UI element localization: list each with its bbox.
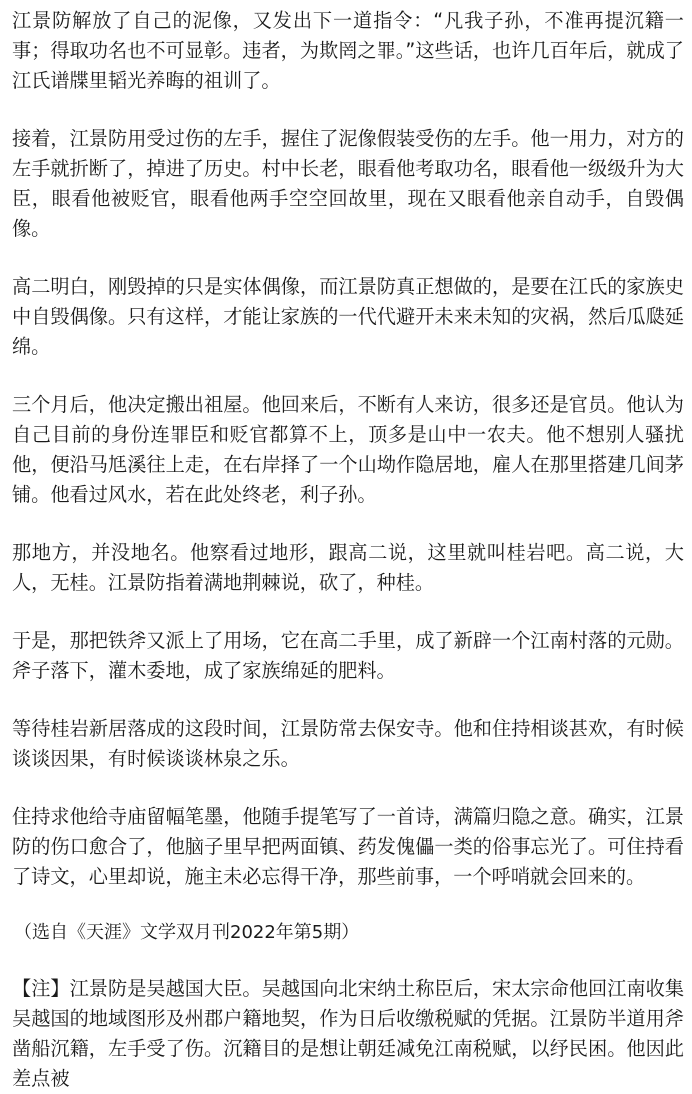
paragraph-gap [12, 362, 684, 390]
source-citation: （选自《天涯》文学双月刊2022年第5期） [14, 922, 360, 943]
paragraph-gap [12, 892, 684, 918]
footnote-text: 江景防是吴越国大臣。吴越国向北宋纳土称臣后，宋太宗命他回江南收集吴越国的地域图形及州郡户籍地契，作为日后收缴税赋的凭据。江景防半道用斧凿船沉籍，左手受了伤。沉籍目的是想让朝廷减免江南税赋，以纾民困。他因此差点被 [12, 977, 685, 1090]
paragraph: 住持求他给寺庙留幅笔墨，他随手提笔写了一首诗，满篇归隐之意。确实，江景防的伤口愈合了，他脑子里早把两面镇、药发傀儡一类的俗事忘光了。可住持看了诗文，心里却说，施主未必忘得干净，那些前事，一个呼哨就会回来的。 [12, 805, 684, 888]
paragraph: 等待桂岩新居落成的这段时间，江景防常去保安寺。他和住持相谈甚欢，有时候谈谈因果，有时候谈谈林泉之乐。 [12, 717, 684, 770]
paragraph-gap [12, 244, 684, 272]
paragraph-gap [12, 598, 684, 626]
paragraph: 那地方，并没地名。他察看过地形，跟高二说，这里就叫桂岩吧。高二说，大人，无桂。江景防指着满地荆棘说，砍了，种桂。 [12, 541, 684, 594]
paragraph: 江景防解放了自己的泥像，又发出下一道指令：“凡我子孙，不准再提沉籍一事；得取功名也不可显彰。违者，为欺罔之罪。”这些话，也许几百年后，就成了江氏谱牒里韬光养晦的祖训了。 [12, 9, 684, 92]
footnote-tag: 【注】 [12, 977, 70, 1000]
paragraph: 三个月后，他决定搬出祖屋。他回来后，不断有人来访，很多还是官员。他认为自己目前的身份连罪臣和贬官都算不上，顶多是山中一农夫。他不想别人骚扰他，便沿马尪溪往上走，在右岸择了一个山坳作隐居地，雇人在那里搭建几间茅铺。他看过风水，若在此处终老，利子孙。 [12, 393, 684, 506]
footnote [12, 974, 684, 1094]
paragraph: 高二明白，刚毁掉的只是实体偶像，而江景防真正想做的，是要在江氏的家族史中自毁偶像。只有这样，才能让家族的一代代避开未来未知的灾祸，然后瓜瓞延绵。 [12, 275, 684, 358]
article-body [12, 6, 684, 1094]
paragraph-gap [12, 510, 684, 538]
paragraph-gap [12, 948, 684, 974]
paragraph: 于是，那把铁斧又派上了用场，它在高二手里，成了新辟一个江南村落的元勋。斧子落下，灌木委地，成了家族绵延的肥料。 [12, 629, 684, 682]
paragraph-gap [12, 96, 684, 124]
paragraph: 接着，江景防用受过伤的左手，握住了泥像假装受伤的左手。他一用力，对方的左手就折断了，掉进了历史。村中长老，眼看他考取功名，眼看他一级级升为大臣，眼看他被贬官，眼看他两手空空回故里，现在又眼看他亲自动手，自毁偶像。 [12, 127, 684, 240]
paragraph-gap [12, 774, 684, 802]
paragraph-gap [12, 686, 684, 714]
